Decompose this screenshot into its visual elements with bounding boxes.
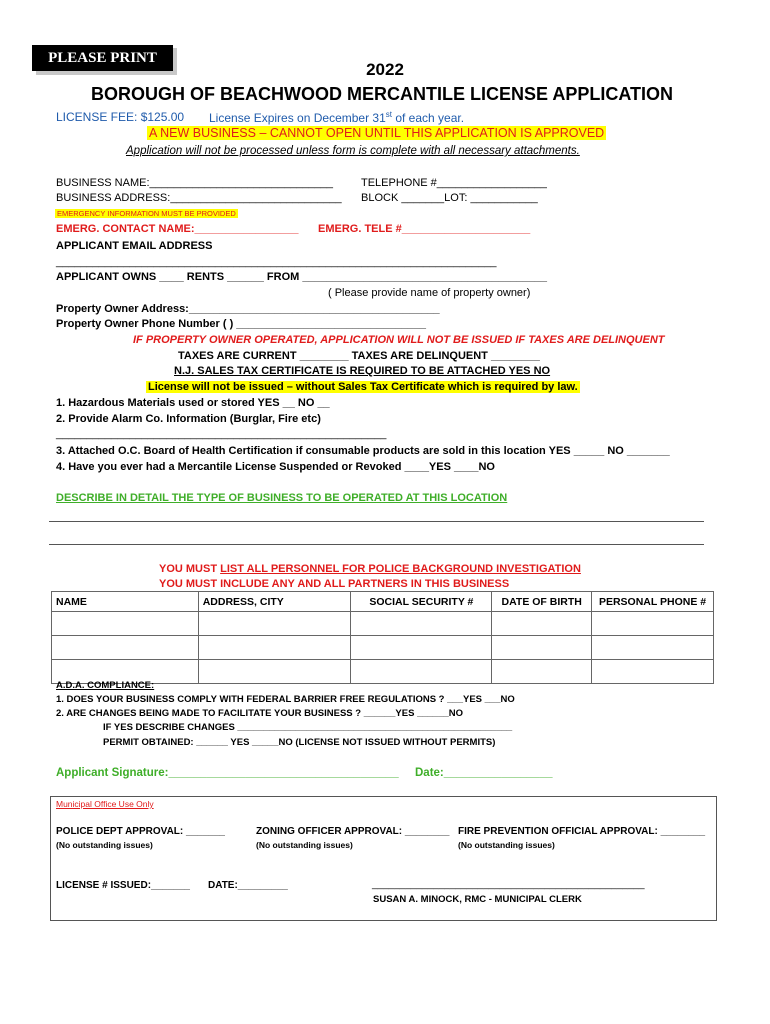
phone-cell[interactable]	[592, 660, 714, 684]
personnel-table	[51, 591, 714, 684]
hazardous-materials-question[interactable]: 1. Hazardous Materials used or stored YES __ NO __	[56, 397, 330, 409]
emergency-contact-field[interactable]: EMERG. CONTACT NAME:_________________	[56, 223, 299, 235]
signature-date-field[interactable]: Date:_________________	[415, 767, 553, 779]
please-print-badge: PLEASE PRINT	[32, 45, 173, 71]
municipal-office-heading: Municipal Office Use Only	[56, 799, 154, 809]
address-cell[interactable]	[198, 612, 351, 636]
table-row	[52, 612, 714, 636]
dob-cell[interactable]	[492, 660, 592, 684]
license-suspended-question[interactable]: 4. Have you ever had a Mercantile License Suspended or Revoked ____YES ____NO	[56, 461, 495, 473]
processing-note: Application will not be processed unless form is complete with all necessary attachments.	[126, 145, 580, 157]
describe-line-2[interactable]	[49, 544, 704, 545]
ssn-cell[interactable]	[351, 612, 492, 636]
applicant-signature-field[interactable]: Applicant Signature:____________________________________	[56, 767, 399, 779]
describe-business-label: DESCRIBE IN DETAIL THE TYPE OF BUSINESS TO BE OPERATED AT THIS LOCATION	[56, 492, 508, 504]
personnel-instruction-1: YOU MUST LIST ALL PERSONNEL FOR POLICE BACKGROUND INVESTIGATION	[159, 563, 581, 575]
taxes-warning: IF PROPERTY OWNER OPERATED, APPLICATION WILL NOT BE ISSUED IF TAXES ARE DELINQUENT	[133, 334, 665, 346]
form-year: 2022	[366, 60, 404, 79]
name-cell[interactable]	[52, 612, 199, 636]
describe-line-1[interactable]	[49, 521, 704, 522]
new-business-warning: A NEW BUSINESS – CANNOT OPEN UNTIL THIS APPLICATION IS APPROVED	[149, 126, 605, 140]
dob-cell[interactable]	[492, 636, 592, 660]
fire-approval-note: (No outstanding issues)	[458, 840, 555, 850]
personnel-header-row	[52, 592, 714, 612]
address-cell[interactable]	[198, 636, 351, 660]
phone-cell[interactable]	[592, 636, 714, 660]
ada-describe-changes[interactable]: IF YES DESCRIBE CHANGES ____________________________________________________	[103, 722, 513, 733]
fire-approval-field[interactable]: FIRE PREVENTION OFFICIAL APPROVAL: ________	[458, 826, 706, 837]
emergency-tele-field[interactable]: EMERG. TELE #_____________________	[318, 223, 531, 235]
applicant-email-label: APPLICANT EMAIL ADDRESS	[56, 240, 213, 252]
taxes-status-field[interactable]: TAXES ARE CURRENT ________ TAXES ARE DELINQUENT ________	[178, 350, 540, 362]
municipal-clerk-name: SUSAN A. MINOCK, RMC - MUNICIPAL CLERK	[373, 894, 582, 905]
phone-cell[interactable]	[592, 612, 714, 636]
owner-name-note: ( Please provide name of property owner)	[328, 287, 531, 299]
column-header-phone: PERSONAL PHONE #	[592, 592, 714, 612]
ada-heading: A.D.A. COMPLIANCE:	[56, 680, 155, 691]
table-row	[52, 636, 714, 660]
ada-question-1[interactable]: 1. DOES YOUR BUSINESS COMPLY WITH FEDERAL BARRIER FREE REGULATIONS ? ___YES ___NO	[56, 694, 515, 705]
zoning-approval-field[interactable]: ZONING OFFICER APPROVAL: ________	[256, 826, 450, 837]
business-address-field[interactable]: BUSINESS ADDRESS:____________________________	[56, 192, 342, 204]
column-header-ssn: SOCIAL SECURITY #	[351, 592, 492, 612]
ada-question-2[interactable]: 2. ARE CHANGES BEING MADE TO FACILITATE YOUR BUSINESS ? ______YES ______NO	[56, 708, 464, 719]
column-header-address: ADDRESS, CITY	[198, 592, 351, 612]
license-not-issued-note: License will not be issued – without Sales Tax Certificate which is required by law.	[148, 381, 578, 393]
ssn-cell[interactable]	[351, 660, 492, 684]
license-number-field[interactable]: LICENSE # ISSUED:_______	[56, 880, 190, 891]
applicant-owns-rents-field[interactable]: APPLICANT OWNS ____ RENTS ______ FROM ________________________________________	[56, 271, 548, 283]
column-header-dob: DATE OF BIRTH	[492, 592, 592, 612]
issued-date-field[interactable]: DATE:_________	[208, 880, 288, 891]
form-title: BOROUGH OF BEACHWOOD MERCANTILE LICENSE APPLICATION	[91, 84, 673, 104]
column-header-name: NAME	[52, 592, 199, 612]
dob-cell[interactable]	[492, 612, 592, 636]
property-owner-address-field[interactable]: Property Owner Address:_________________________________________	[56, 303, 440, 315]
sales-tax-certificate-field[interactable]: N.J. SALES TAX CERTIFICATE IS REQUIRED TO BE ATTACHED YES NO	[174, 365, 551, 377]
ssn-cell[interactable]	[351, 636, 492, 660]
ada-permit-obtained[interactable]: PERMIT OBTAINED: ______ YES _____NO (LICENSE NOT ISSUED WITHOUT PERMITS)	[103, 737, 496, 748]
business-name-field[interactable]: BUSINESS NAME:______________________________	[56, 177, 334, 189]
telephone-field[interactable]: TELEPHONE #__________________	[361, 177, 547, 189]
personnel-instruction-2: YOU MUST INCLUDE ANY AND ALL PARTNERS IN THIS BUSINESS	[159, 578, 510, 590]
clerk-signature-line[interactable]: _________________________________________________	[372, 879, 645, 890]
license-expiration: License Expires on December 31st of each year.	[209, 110, 465, 125]
property-owner-phone-field[interactable]: Property Owner Phone Number ( ) _______________________________	[56, 318, 426, 330]
alarm-company-question: 2. Provide Alarm Co. Information (Burglar, Fire etc)	[56, 413, 321, 425]
address-cell[interactable]	[198, 660, 351, 684]
license-fee: LICENSE FEE: $125.00	[56, 110, 185, 124]
emergency-info-note: EMERGENCY INFORMATION MUST BE PROVIDED	[57, 209, 236, 218]
alarm-company-line[interactable]: ______________________________________________________	[56, 428, 387, 440]
police-approval-field[interactable]: POLICE DEPT APPROVAL: _______	[56, 826, 225, 837]
name-cell[interactable]	[52, 636, 199, 660]
police-approval-note: (No outstanding issues)	[56, 840, 153, 850]
zoning-approval-note: (No outstanding issues)	[256, 840, 353, 850]
block-lot-field[interactable]: BLOCK _______LOT: ___________	[361, 192, 538, 204]
health-certification-question[interactable]: 3. Attached O.C. Board of Health Certification if consumable products are sold in this location YES _____ NO _______	[56, 445, 670, 457]
applicant-email-line[interactable]: ________________________________________________________________________	[56, 256, 497, 268]
